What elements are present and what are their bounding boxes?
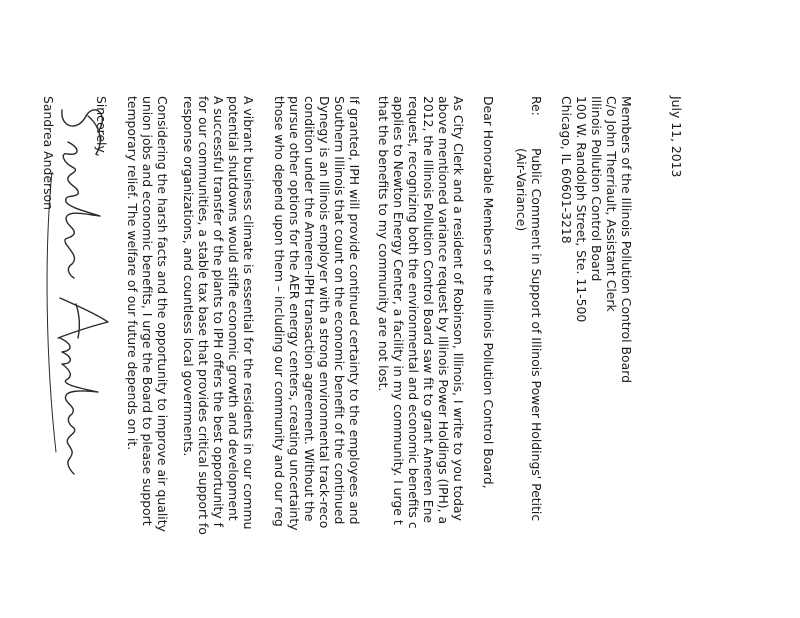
paragraph-line: As City Clerk and a resident of Robinson, Illinois, I write to you today [451,96,466,521]
paragraph-line: potential shutdowns would stifle economic growth and development [226,96,241,521]
paragraph-line: condition under the Ameren-IPH transaction agreement. Without the [302,96,317,522]
re-subject-line: Public Comment in Support of Illinois Power Holdings' Petitic [529,148,544,522]
paragraph-line: that the benefits to my community are not lost. [376,96,391,392]
letter-page [41,96,684,618]
paragraph-line: applies to Newton Energy Center, a facility in my community. I urge t [391,96,406,525]
paragraph-line: Southern Illinois that count on the economic benefit of the continued [332,96,347,525]
re-subject-line: (Air-Variance) [514,148,529,232]
closing: Sincerely, [94,96,109,157]
re-label: Re: [529,96,544,116]
signer-name: Sandrea Anderson [41,96,56,210]
paragraph-line: Considering the harsh facts and the opportunity to improve air quality [155,96,170,532]
paragraph-line: Dynegy is an Illinois employer with a strong environmental track-reco [317,96,332,529]
recipient-line: Illinois Pollution Control Board [589,96,604,282]
paragraph-line: those who depend upon them – including our community and our reg [272,96,287,527]
paragraph-line: A successful transfer of the plants to IPH offers the best opportunity f [211,96,226,527]
paragraph-line: request, recognizing both the environmental and economic benefits c [406,96,421,529]
recipient-line: 100 W. Randolph Street, Ste. 11-500 [574,96,589,323]
paragraph-line: If granted, IPH will provide continued certainty to the employees and [347,96,362,525]
paragraph-line: union jobs and economic benefits, I urge the Board to please support [140,96,155,526]
paragraph-line: A vibrant business climate is essential for the residents in our commu [241,96,256,530]
letter-date: July 11, 2013 [669,96,684,178]
paragraph-line: temporary relief. The welfare of our future depends on it. [125,96,140,451]
paragraph-line: response organizations, and countless local governments. [181,96,196,457]
recipient-line: Chicago, IL 60601-3218 [559,96,574,244]
paragraph-line: above mentioned variance request by Illinois Power Holdings (IPH), a [436,96,451,525]
recipient-line: C/o John Therriault, Assistant Clerk [604,96,619,312]
paragraph-line: for our communities, a stable tax base that provides critical support fo [196,96,211,535]
recipient-line: Members of the Illinois Pollution Control Board [619,96,634,383]
paragraph-line: 2012, the Illinois Pollution Control Board saw fit to grant Ameren Ene [421,96,436,524]
paragraph-line: pursue other options for the AER energy centers, creating uncertainty [287,96,302,531]
salutation: Dear Honorable Members of the Illinois Pollution Control Board, [481,96,496,489]
